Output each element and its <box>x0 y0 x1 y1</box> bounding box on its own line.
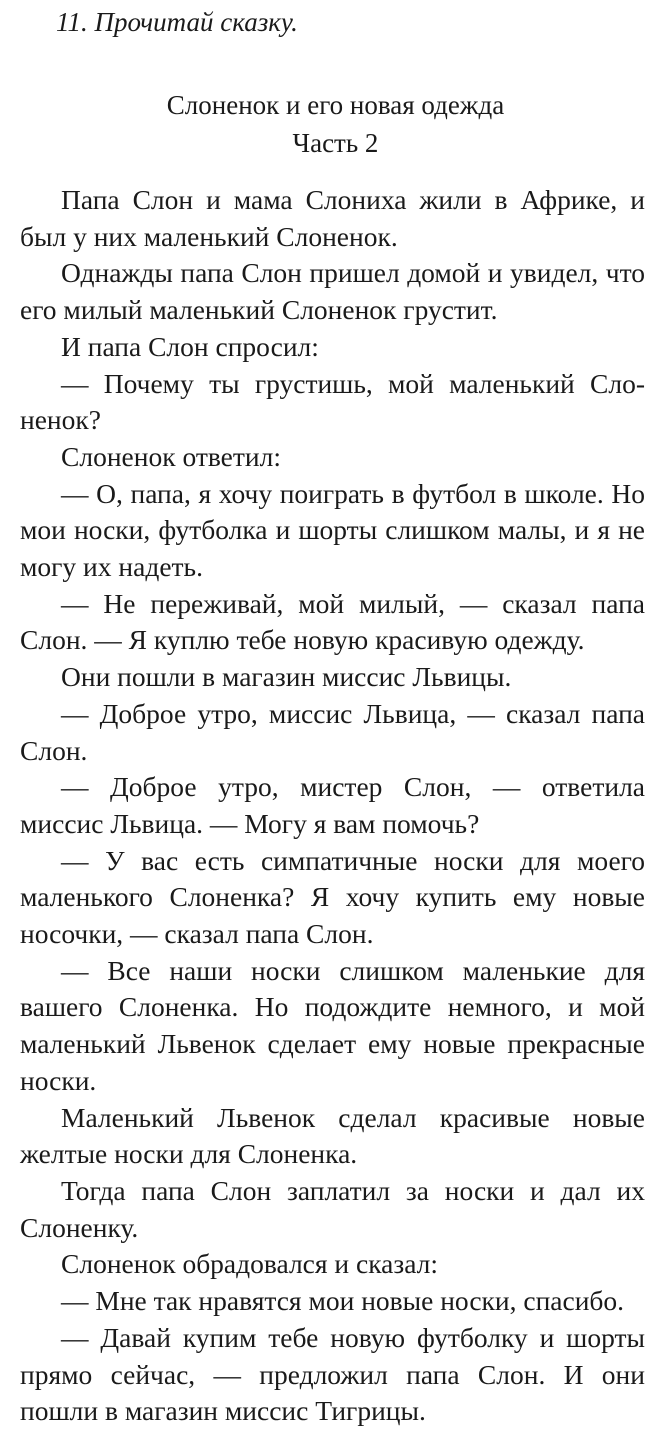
story-paragraph: — Доброе утро, мистер Слон, — ответила миссис Львица. — Могу я вам помочь? <box>20 771 645 839</box>
story-paragraph: — Все наши носки слишком маленькие для вашего Слоненка. Но подождите немного, и мой маленький Львенок сделает ему новые прекрасные носки. <box>20 954 645 1096</box>
story-paragraph: — О, папа, я хочу поиграть в футбол в школе. Но мои носки, футболка и шорты слишком малы, и я не могу их надеть. <box>20 477 645 583</box>
story-text <box>20 182 645 1430</box>
task-label: 11. Прочитай сказку. <box>56 7 298 37</box>
story-paragraph: — Не переживай, мой милый, — сказал папа Слон. — Я куплю тебе новую красивую одежду. <box>20 587 645 656</box>
story-paragraph: — Давай купим тебе новую футболку и шорты прямо сейчас, — предложил папа Слон. И они пошли в магазин миссис Тигрицы. <box>20 1321 645 1427</box>
story-paragraph: Тогда папа Слон заплатил за носки и дал их Слоненку. <box>20 1174 645 1243</box>
story-paragraph: — Почему ты грустишь, мой маленький Слоненок? <box>20 367 645 436</box>
story-paragraph: Папа Слон и мама Слониха жили в Африке, и был у них маленький Слоненок. <box>20 184 645 252</box>
story-paragraph: — Мне так нравятся мои новые носки, спасибо. <box>61 1285 625 1317</box>
story-paragraph: — У вас есть симпатичные носки для моего маленького Слоненка? Я хочу купить ему новые носочки, — сказал папа Слон. <box>20 844 645 950</box>
story-subtitle: Часть 2 <box>292 128 379 158</box>
story-paragraph: И папа Слон спросил: <box>61 330 319 362</box>
story-paragraph: Слоненок ответил: <box>61 440 281 472</box>
story-title: Слоненок и его новая одежда <box>166 90 505 120</box>
story-paragraph: Маленький Львенок сделал красивые новые желтые носки для Слоненка. <box>20 1101 645 1170</box>
story-paragraph: — Доброе утро, миссис Львица, — сказал папа Слон. <box>20 697 645 766</box>
story-paragraph: Однажды папа Слон пришел домой и увидел, что его милый маленький Слоненок грустит. <box>20 257 645 326</box>
story-paragraph: Слоненок обрадовался и сказал: <box>61 1248 439 1280</box>
story-paragraph: Они пошли в магазин миссис Львицы. <box>61 661 512 693</box>
